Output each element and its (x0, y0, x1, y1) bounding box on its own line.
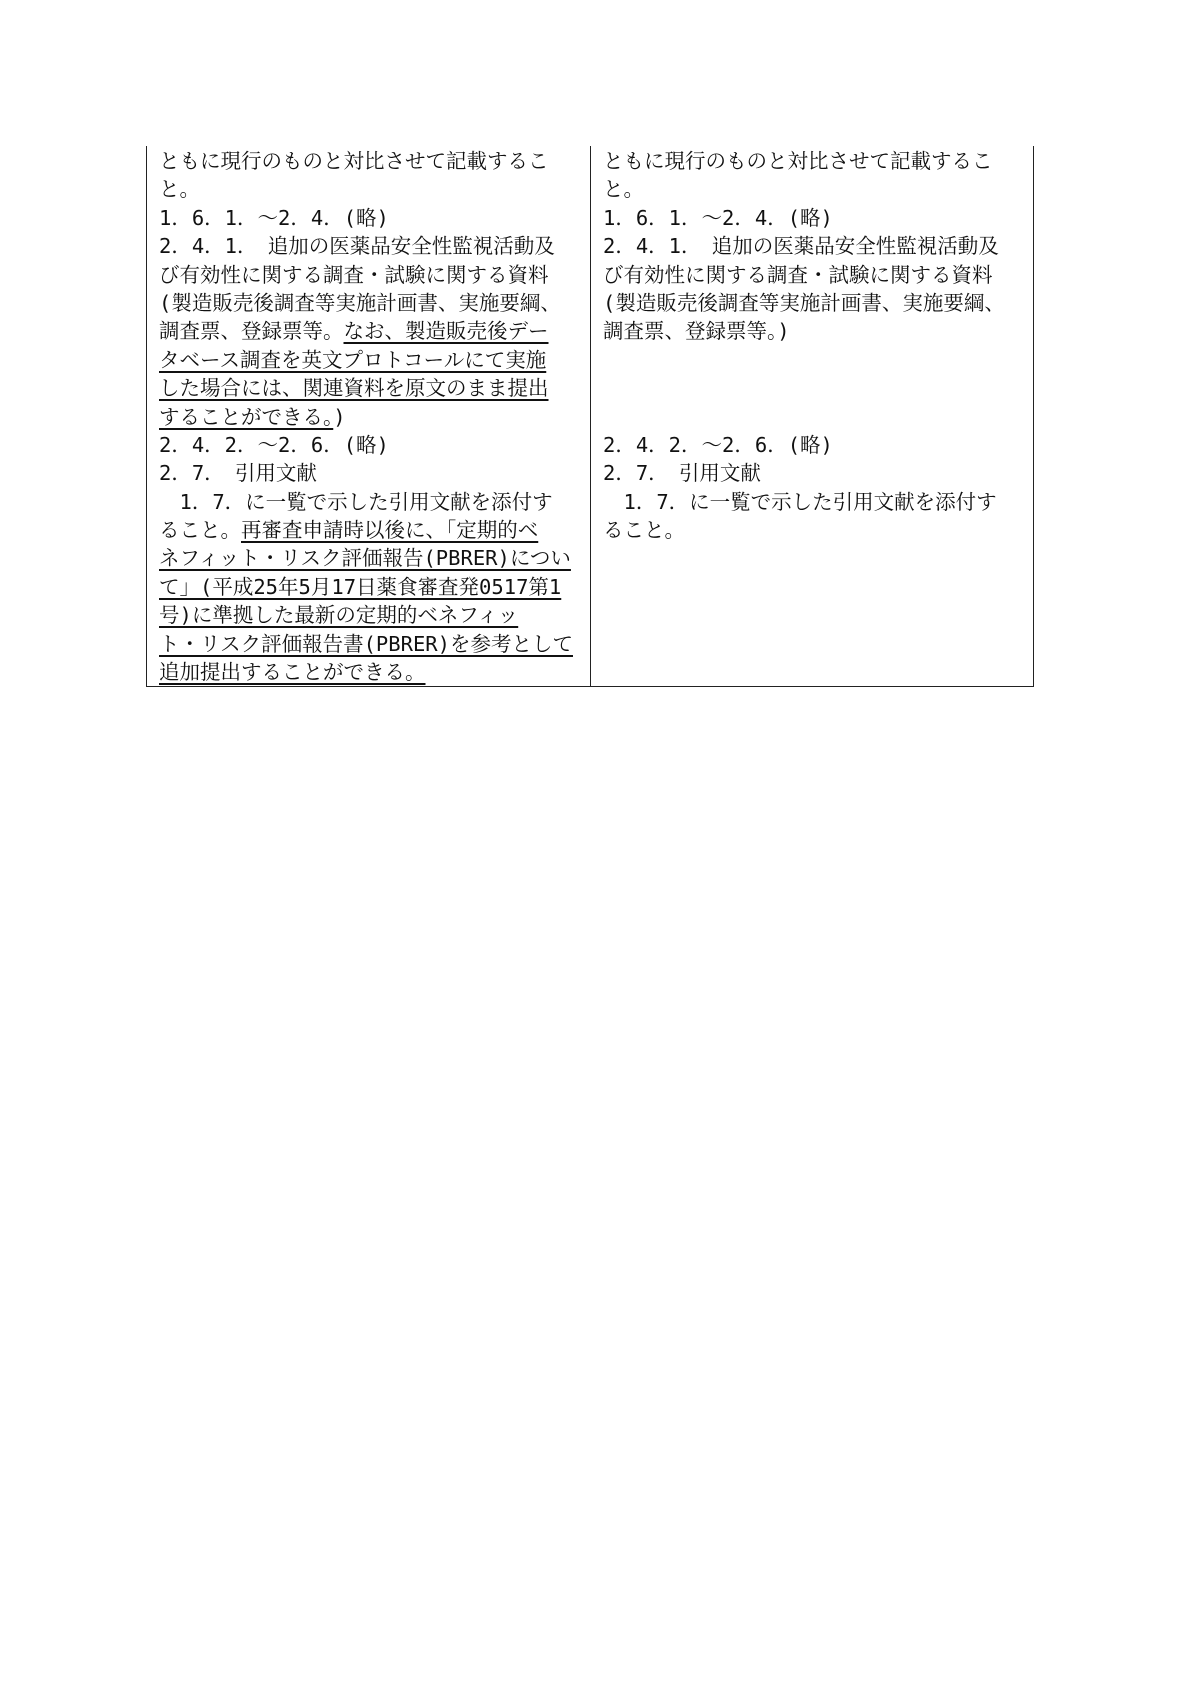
current-line: と。 (603, 177, 644, 202)
current-line (603, 346, 1032, 374)
revised-column (147, 146, 591, 686)
revised-line: 調査票、登録票等。なお、製造販売後デー (159, 319, 549, 344)
revised-line: び有効性に関する調査・試験に関する資料 (159, 262, 549, 287)
current-line (603, 403, 1032, 431)
revised-line: 2．7． 引用文献 (159, 461, 317, 486)
revised-line (159, 544, 590, 572)
current-line: び有効性に関する調査・試験に関する資料 (603, 262, 993, 287)
amendment-underline: 号)に準拠した最新の定期的ベネフィッ (159, 603, 519, 628)
revised-line: ともに現行のものと対比させて記載するこ (159, 149, 549, 173)
revised-line: 2．4．1． 追加の医薬品安全性監視活動及 (159, 234, 555, 259)
current-line: 2．4．2．～2．6．(略) (603, 432, 833, 457)
current-line: (製造販売後調査等実施計画書、実施要綱、 (603, 290, 1005, 315)
revised-line: ること。再審査申請時以後に、「定期的ベ (159, 518, 539, 543)
revised-line: することができる。) (159, 404, 346, 429)
amendment-underline: タベース調査を英文プロトコールにて実施 (159, 347, 547, 372)
revised-line: 1．7．に一覧で示した引用文献を添付す (159, 489, 553, 514)
revised-line (159, 573, 590, 601)
amendment-underline: することができる。 (159, 404, 334, 429)
amendment-underline: ネフィット・リスク評価報告(PBRER)につい (159, 546, 571, 571)
current-line: 調査票、登録票等。) (603, 319, 790, 344)
amendment-underline: なお、製造販売後デー (343, 319, 549, 344)
amendment-underline: 再審査申請時以後に、「定期的ベ (241, 518, 539, 543)
amendment-underline: 追加提出することができる。 (159, 660, 426, 685)
current-line (603, 374, 1032, 402)
revised-line: 1．6．1．～2．4．(略) (159, 205, 389, 230)
current-line: 2．4．1． 追加の医薬品安全性監視活動及 (603, 234, 999, 259)
amendment-underline: ト・リスク評価報告書(PBRER)を参考として (159, 631, 573, 656)
amendment-underline: て」(平成25年5月17日薬食審査発0517第1 (159, 574, 562, 599)
revised-line (159, 374, 590, 402)
current-line: ともに現行のものと対比させて記載するこ (603, 149, 993, 173)
revised-line: と。 (159, 177, 200, 202)
current-line: 1．6．1．～2．4．(略) (603, 205, 833, 230)
comparison-table (146, 146, 1034, 687)
current-line: 2．7． 引用文献 (603, 461, 761, 486)
revised-line (159, 630, 590, 658)
revised-line (159, 658, 590, 686)
current-line: ること。 (603, 518, 685, 543)
revised-line (159, 346, 590, 374)
revised-line (159, 601, 590, 629)
current-column (591, 146, 1032, 686)
revised-line: 2．4．2．～2．6．(略) (159, 432, 389, 457)
amendment-underline: した場合には、関連資料を原文のまま提出 (159, 376, 549, 401)
current-line: 1．7．に一覧で示した引用文献を添付す (603, 489, 997, 514)
revised-line: (製造販売後調査等実施計画書、実施要綱、 (159, 290, 561, 315)
